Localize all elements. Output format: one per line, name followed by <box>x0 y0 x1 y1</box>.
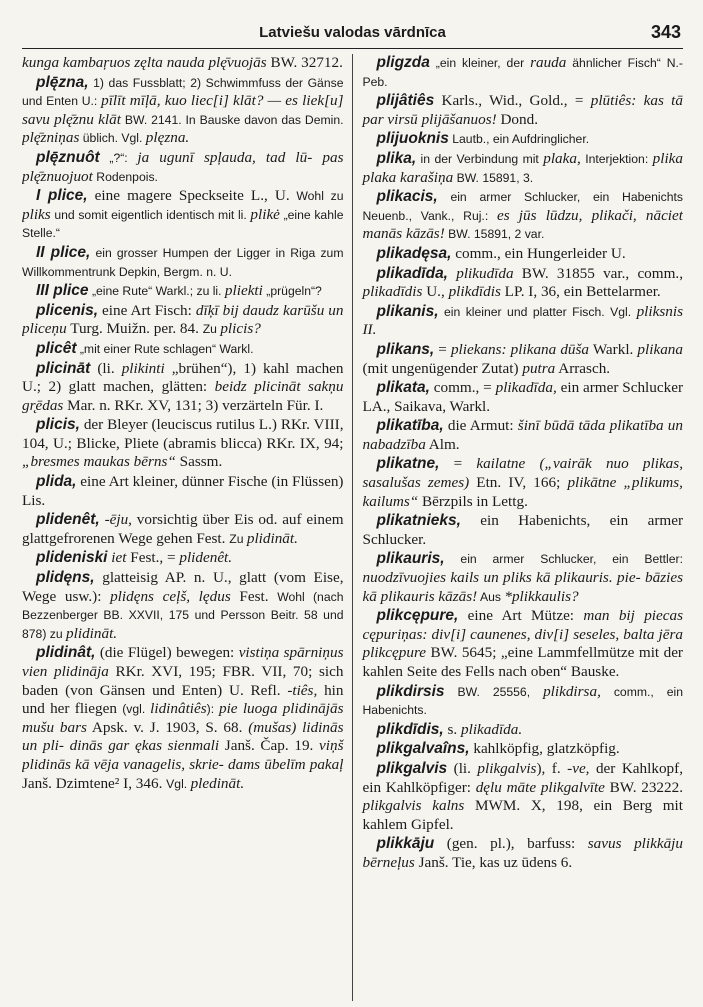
entry-headword: plideniski <box>36 549 108 567</box>
dictionary-entry <box>22 360 344 416</box>
entry-text: (gen. pl.), barfuss: <box>434 835 588 853</box>
entry-headword: plikatnieks, <box>376 512 461 530</box>
dictionary-entry <box>363 54 684 91</box>
page-number: 343 <box>650 22 681 42</box>
entry-note: „eine Rute“ Warkl.; zu li. <box>88 284 225 299</box>
entry-example: plika plaka karašiņa <box>362 149 683 186</box>
entry-text: = <box>434 340 451 358</box>
entry-note: „eine kahle Stelle.“ <box>22 207 344 241</box>
entry-example: „bresmes maukas bērns“ <box>22 453 176 471</box>
dictionary-entry <box>363 455 684 511</box>
dictionary-entry <box>22 644 344 793</box>
entry-text: eine Art Fisch: <box>98 301 196 319</box>
entry-note: BW. 25556, <box>444 684 544 699</box>
entry-headword: plikata, <box>376 379 430 397</box>
entry-text: comm., ein Hungerleider U. <box>451 244 626 262</box>
entry-text: = <box>439 455 477 473</box>
entry-text: Fest. <box>230 587 278 605</box>
entry-text: „brühen“), 1) kahl machen U.; 2) glatt machen, glätten: <box>22 359 344 396</box>
dictionary-entry <box>22 340 344 359</box>
entry-example: pliekans: plikana dūša <box>450 340 590 358</box>
entry-text: Sassm. <box>175 453 223 471</box>
entry-headword: plicenis, <box>36 301 99 319</box>
entry-note: „ein kleiner, der <box>429 56 531 70</box>
entry-text: glatteisig AP. n. U., glatt (vom Eise, Wege usw.): <box>22 569 344 605</box>
entry-headword: plikadęsa, <box>376 244 452 262</box>
entry-example: man bij piecas cępuriņas: div[i] caunenes, div[i] seseles, balta jēra plikcępure <box>362 607 683 662</box>
dictionary-entry <box>22 149 344 186</box>
entry-text: Janš. Dzimtene² I, 346. <box>22 774 167 792</box>
entry-example: plidināt. <box>66 624 118 642</box>
entry-text: (li. <box>90 359 122 377</box>
entry-note: ein grosser Humpen der Ligger in Riga zum Willkommentrunk Depkin, Bergm. n. U. <box>22 245 344 279</box>
entry-text: eine Art Mütze: <box>458 607 584 625</box>
entry-text: (mit ungenügender Zutat) <box>362 359 523 377</box>
entry-text: die Armut: <box>443 417 518 435</box>
entry-example: plikgalvis <box>477 759 537 777</box>
entry-example: plicis? <box>220 320 261 338</box>
entry-text: Apsk. v. J. 1903, S. 68. <box>86 718 249 736</box>
entry-example: -tiês, <box>287 681 318 699</box>
entry-example: beidz plicināt sakņu gr̨ēdas <box>22 378 344 414</box>
entry-headword: plijâtiês <box>376 92 435 110</box>
entry-example: (mušas) lidinās un pli- dinās gar ękas sienmali <box>22 718 344 755</box>
entry-note: „mit einer Rute schlagen“ Warkl. <box>76 341 254 356</box>
entry-example: plikadīda, <box>495 379 557 397</box>
dictionary-entry <box>363 188 684 244</box>
entry-text: s. <box>443 720 461 738</box>
entry-example: -ve, <box>567 759 590 777</box>
entry-text: Janš. Čap. 19. <box>219 737 320 755</box>
entry-text: LP. I, 36, ein Bettelarmer. <box>500 283 661 301</box>
entry-note: BW. 2141. In Bauske davon das Demin. <box>120 112 344 127</box>
two-column-body <box>22 54 683 1001</box>
entry-note: ein armer Schlucker, ein Bettler: <box>444 552 683 567</box>
entry-headword: plikgalvaîns, <box>376 740 470 758</box>
entry-example: viņš plidinās kā vēja vanagelis, skrie- dams ūbelīm pakaļ <box>22 737 344 773</box>
entry-headword: III plice <box>36 282 89 300</box>
entry-text: Dond. <box>496 110 539 128</box>
entry-note: ): <box>206 702 219 717</box>
entry-text: (li. <box>447 759 478 777</box>
entry-note: Zu <box>229 531 247 546</box>
entry-example: plidenêt. <box>179 549 233 567</box>
entry-headword: plijuoknis <box>376 130 449 148</box>
dictionary-entry <box>22 54 344 73</box>
entry-text: (die Flügel) bewegen: <box>95 644 239 662</box>
dictionary-entry <box>363 721 684 740</box>
entry-headword: plida, <box>36 473 77 491</box>
entry-example: plikātne „plikums, kailums“ <box>362 474 683 510</box>
entry-text: eine magere Speckseite L., U. <box>87 187 290 205</box>
entry-note: BW. 15891, 2 var. <box>444 227 545 242</box>
dictionary-entry <box>363 379 684 416</box>
dictionary-entry <box>22 74 344 148</box>
entry-example: plikinti <box>121 359 165 377</box>
dictionary-entry <box>22 282 344 301</box>
entry-headword: pligzda <box>376 54 430 71</box>
dictionary-entry <box>22 549 344 568</box>
entry-headword: plę̄znuôt <box>36 148 100 166</box>
entry-example: pliks <box>22 205 51 223</box>
entry-example: plidināt. <box>246 529 298 547</box>
entry-headword: plicis, <box>36 416 80 434</box>
entry-example: kunga kambaŗuos zęlta nauda plę̄vuojās <box>22 54 267 71</box>
entry-headword: plikgalvis <box>376 759 448 777</box>
entry-text: BW. 32712. <box>266 54 343 71</box>
dictionary-entry <box>22 511 344 548</box>
dictionary-entry <box>22 473 344 510</box>
entry-example: plikadīdis <box>362 283 423 301</box>
dictionary-entry <box>363 417 684 454</box>
dictionary-entry <box>22 416 344 472</box>
entry-example: lidinâtiês <box>150 700 207 718</box>
entry-headword: plikdīdis, <box>376 720 444 738</box>
entry-text: ein Habenichts, ein armer Schlucker. <box>362 512 683 548</box>
entry-example: putra <box>522 359 556 377</box>
entry-headword: plikatne, <box>376 455 440 473</box>
entry-example: plikė <box>250 205 280 223</box>
dictionary-entry <box>363 245 684 264</box>
running-title: Latviešu valodas vārdnīca <box>259 24 446 41</box>
entry-text: der Bleyer (leuciscus rutilus L.) RKr. VIII, 104, U.; Blicke, Pliete (abramis blicca) RKr. IX, 94; <box>22 416 344 452</box>
entry-example: es jūs lūdzu, plikači, nāciet manās kāzās! <box>362 206 683 243</box>
entry-text: BW. 31855 var., comm., <box>513 264 683 282</box>
entry-text: Mar. n. RKr. XV, 131; 3) verzärteln Für. I. <box>63 396 324 414</box>
entry-note: Aus <box>477 589 505 604</box>
entry-example: dīķī bij daudz karūšu un pliceņu <box>22 301 344 338</box>
entry-headword: I plice, <box>36 187 88 205</box>
entry-note: „prügeln“? <box>262 284 322 299</box>
entry-text: comm., = <box>429 379 496 397</box>
dictionary-entry <box>363 607 684 681</box>
entry-headword: plidęns, <box>36 569 95 587</box>
entry-note: Interjektion: <box>580 151 653 166</box>
entry-example: rauda <box>530 54 567 71</box>
left-column <box>22 54 353 1001</box>
entry-text: RKr. XVI, 195; FBR. VII, 70; sich baden (von Gänsen und Enten) U. Refl. <box>22 663 344 699</box>
entry-text: Warkl. <box>589 340 638 358</box>
entry-text: kahlköpfig, glatzköpfig. <box>469 740 620 758</box>
entry-example: plikadīda. <box>461 720 523 738</box>
entry-example: plikana <box>637 340 683 358</box>
entry-text: U., <box>422 283 449 301</box>
entry-note: BW. 15891, 3. <box>453 170 534 185</box>
entry-example: plę̄zniņas <box>22 129 80 147</box>
entry-text: eine Art kleiner, dünner Fische (in Flüssen) Lis. <box>22 473 344 509</box>
entry-headword: plikacis, <box>376 188 438 206</box>
entry-text: BW. 23222. <box>604 778 683 796</box>
dictionary-entry <box>363 512 684 549</box>
entry-example: *plikkaulis? <box>504 587 579 605</box>
entry-headword: plikatība, <box>376 417 444 435</box>
entry-note: 1) das Fussblatt; 2) Schwimmfuss der Gänse und Enten U.: <box>22 75 344 109</box>
entry-headword: plicêt <box>36 339 77 357</box>
entry-example: pliksnis II. <box>362 302 683 339</box>
entry-example: plikudīda <box>456 264 514 282</box>
entry-text: Turg. Muižn. per. 84. <box>66 320 203 338</box>
entry-example: pliekti <box>224 282 263 300</box>
entry-text: Arrasch. <box>555 359 611 377</box>
entry-note: üblich. Vgl. <box>79 131 146 146</box>
entry-note: Lautb., ein Aufdringlicher. <box>448 132 590 147</box>
entry-headword: plikauris, <box>376 550 445 568</box>
entry-note: Wohl (nach Bezzenberger BB. XXVII, 175 und Persson Beitr. 58 und 878) zu <box>22 589 344 641</box>
dictionary-entry <box>363 130 684 149</box>
entry-headword: plidinât, <box>36 644 96 662</box>
dictionary-entry <box>22 244 344 281</box>
entry-example: plikgalvis kalns <box>362 797 465 815</box>
entry-example: plidęns ceļš, lędus <box>110 587 231 605</box>
dictionary-entry <box>363 835 684 872</box>
entry-headword: II plice, <box>36 243 91 261</box>
entry-headword: plikcępure, <box>376 607 459 625</box>
entry-text <box>448 265 456 282</box>
entry-text: Janš. Tie, kas uz ūdens 6. <box>414 853 573 871</box>
entry-example: vistiņa spārniņus vien plidināja <box>22 644 344 680</box>
entry-example: iet <box>111 549 127 567</box>
dictionary-entry <box>363 341 684 378</box>
entry-example: ja ugunī spļauda, tad lū- pas plę̄znuojuot <box>22 148 344 185</box>
entry-text: MWM. X, 198, ein Berg mit kahlem Gipfel. <box>362 797 683 833</box>
entry-headword: plikanis, <box>376 302 439 320</box>
entry-text: Fest., = <box>126 549 180 567</box>
dictionary-entry <box>363 265 684 302</box>
page-header <box>22 18 683 49</box>
dictionary-entry <box>363 303 684 340</box>
entry-text: Karls., Wid., Gold., = <box>434 92 591 110</box>
entry-example: pīlīt mīļā, kuo liec[i] klāt? — es liek[u] savu plę̄znu klāt <box>22 92 344 128</box>
entry-headword: plika, <box>376 149 417 167</box>
dictionary-entry <box>22 569 344 643</box>
entry-note: Wohl zu <box>289 189 344 204</box>
dictionary-entry <box>363 740 684 759</box>
entry-headword: plikdirsis <box>376 682 445 700</box>
dictionary-entry <box>363 683 684 720</box>
entry-example: plikdīdis <box>448 283 501 301</box>
entry-note: Rodenpois. <box>92 169 158 184</box>
dictionary-entry <box>363 760 684 834</box>
entry-example: -ēju, <box>104 511 132 529</box>
entry-text: Bērzpils in Lettg. <box>418 492 528 510</box>
dictionary-entry <box>363 92 684 129</box>
entry-example: plūtiês: kas tā par virsū plijāšanuos! <box>362 92 683 128</box>
entry-text: ), f. <box>536 759 568 777</box>
entry-headword: plidenêt, <box>36 511 100 529</box>
entry-headword: plikkāju <box>376 835 435 853</box>
entry-example: nuodzīvuojies kails un pliks kā plikauris. pie- bāzies kā plikauris kāzās! <box>362 569 683 605</box>
entry-note: ein armer Schlucker, ein Habenichts Neuenb., Vank., Ruj.: <box>362 190 683 223</box>
entry-note: „?“: <box>99 150 138 165</box>
entry-headword: plikans, <box>376 340 435 358</box>
entry-example: kailatne („vairāk nuo plikas, sasalušas zemes) <box>362 455 683 492</box>
entry-note: in der Verbindung mit <box>416 151 544 166</box>
entry-note: comm., ein Habenichts. <box>362 684 683 718</box>
dictionary-entry <box>22 187 344 243</box>
entry-note: ein kleiner und platter Fisch. Vgl. <box>438 304 637 319</box>
entry-note: ähnlicher Fisch“ N.-Peb. <box>362 56 683 89</box>
entry-example: plikdirsa, <box>543 682 601 700</box>
entry-example: savus plikkāju bērneļus <box>362 835 683 871</box>
entry-example: pie luoga plidinājās mušu bars <box>22 700 344 736</box>
entry-headword: plę̄zna, <box>36 73 89 91</box>
right-column <box>353 54 684 1001</box>
entry-text: der Kahlkopf, ein Kahlköpfiger: <box>362 759 683 796</box>
entry-example: plaka, <box>543 149 581 167</box>
entry-note: Vgl. <box>166 776 191 791</box>
dictionary-entry <box>363 550 684 606</box>
entry-example: dęlu māte plikgalvīte <box>475 778 605 796</box>
entry-text: Etn. IV, 166; <box>469 474 568 492</box>
entry-example: plęzna. <box>145 129 190 147</box>
entry-text: BW. 5645; „eine Lammfellmütze mit der kahlen Seite des Fells nach oben“ Bauske. <box>362 644 683 680</box>
entry-note: Zu <box>202 322 221 337</box>
entry-text: Alm. <box>425 435 460 453</box>
entry-text: vorsichtig über Eis od. auf einem glattgefrorenen Wege gehen Fest. <box>22 511 344 547</box>
entry-headword: plicināt <box>36 359 91 377</box>
entry-headword: plikadīda, <box>376 264 448 282</box>
entry-note: und somit eigentlich identisch mit li. <box>50 207 251 222</box>
dictionary-entry <box>363 150 684 187</box>
dictionary-entry <box>22 302 344 339</box>
entry-note: (vgl. <box>122 702 151 717</box>
entry-text: ein armer Schlucker LA., Saikava, Warkl. <box>362 379 683 415</box>
entry-example: šinī būdā tāda plikatība un nabadzība <box>362 417 683 453</box>
entry-text: hin und her fliegen <box>22 681 344 718</box>
entry-example: pledināt. <box>190 774 245 792</box>
